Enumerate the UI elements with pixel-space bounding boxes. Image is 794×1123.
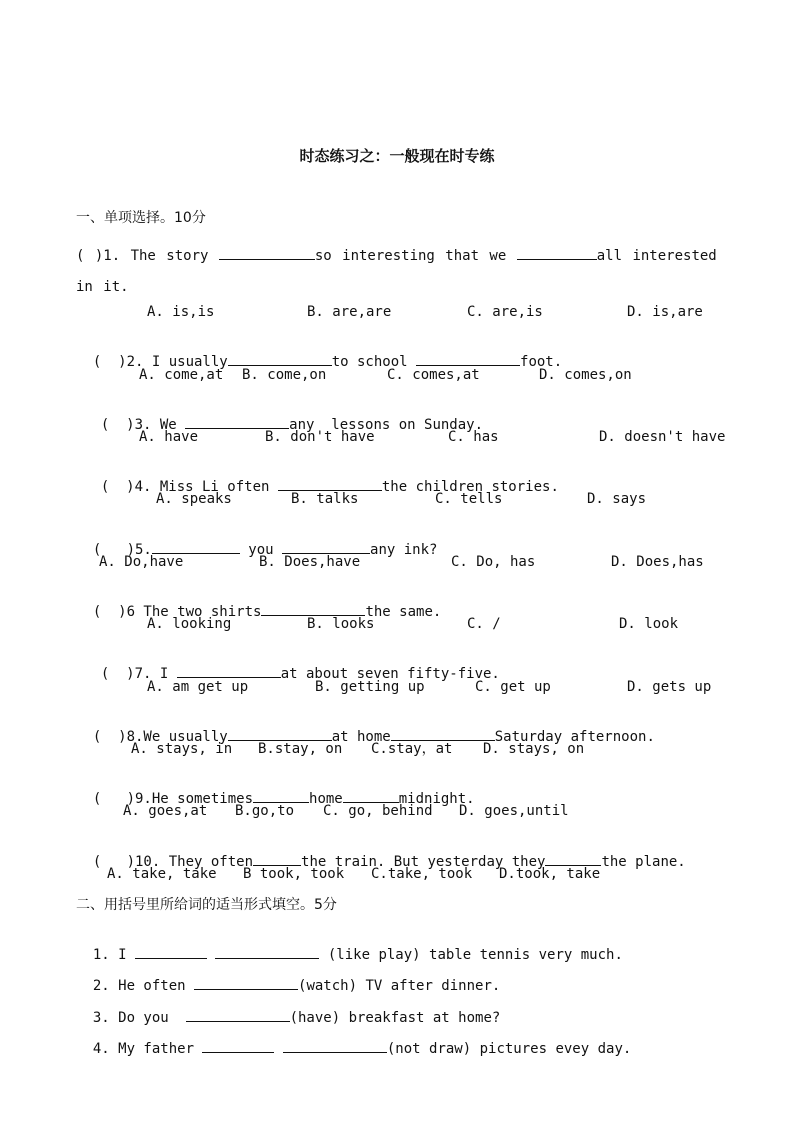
option-d[interactable]: D. is,are xyxy=(627,304,703,320)
question-text: ( )9.He sometimes xyxy=(92,791,254,807)
option-a[interactable]: A. is,is xyxy=(147,304,215,320)
answer-blank[interactable] xyxy=(253,852,301,866)
option-a[interactable]: A. speaks xyxy=(156,491,232,507)
item-text: 4. My father xyxy=(92,1041,203,1057)
option-b[interactable]: B. don't have xyxy=(265,429,375,445)
answer-blank[interactable] xyxy=(283,1039,387,1053)
section-2-heading: 二、用括号里所给词的适当形式填空。5分 xyxy=(76,897,337,913)
item-text: (like play) table tennis very much. xyxy=(319,947,623,963)
item-text: 3. Do you xyxy=(92,1010,186,1026)
option-c[interactable]: C. has xyxy=(448,429,499,445)
option-a[interactable]: A. looking xyxy=(147,616,232,632)
option-c[interactable]: C. / xyxy=(467,616,501,632)
item-text: 1. I xyxy=(92,947,136,963)
question-1 xyxy=(76,241,721,303)
answer-blank[interactable] xyxy=(219,246,315,260)
option-d[interactable]: D. look xyxy=(619,616,679,632)
option-c[interactable]: C.stay，at xyxy=(371,741,453,757)
option-a[interactable]: A. come,at xyxy=(139,367,224,383)
option-a[interactable]: A. goes,at xyxy=(123,803,208,819)
question-text: ( )3. We xyxy=(100,417,186,433)
question-text: the plane. xyxy=(601,854,686,870)
option-c[interactable]: C. comes,at xyxy=(387,367,480,383)
option-b[interactable]: B took, took xyxy=(243,866,345,882)
answer-blank[interactable] xyxy=(343,789,399,803)
answer-blank[interactable] xyxy=(517,246,597,260)
question-text: ( )7. I xyxy=(100,666,177,682)
answer-blank[interactable] xyxy=(177,664,281,678)
question-text: Saturday afternoon. xyxy=(494,729,655,745)
answer-blank[interactable] xyxy=(416,352,520,366)
option-c[interactable]: C. get up xyxy=(475,679,551,695)
option-d[interactable]: D. doesn't have xyxy=(599,429,726,445)
answer-blank[interactable] xyxy=(202,1039,274,1053)
option-c[interactable]: C.take, took xyxy=(371,866,473,882)
question-6 xyxy=(76,584,441,621)
question-text: home xyxy=(309,791,343,807)
option-d[interactable]: D. Does,has xyxy=(611,554,704,570)
option-b[interactable]: B.stay, on xyxy=(258,741,343,757)
item-text: (watch) TV after dinner. xyxy=(298,978,501,994)
question-text: the train. But yesterday they xyxy=(301,854,546,870)
question-text: ( )10. They often xyxy=(92,854,254,870)
item-text: 2. He often xyxy=(92,978,195,994)
question-text: any lessons on Sunday. xyxy=(289,417,484,433)
option-c[interactable]: C. are,is xyxy=(467,304,543,320)
page-title: 时态练习之：一般现在时专练 xyxy=(299,147,495,165)
option-c[interactable]: C. Do, has xyxy=(451,554,536,570)
question-text: at about seven fifty-five. xyxy=(280,666,500,682)
question-text: ( )4. Miss Li often xyxy=(100,479,278,495)
option-b[interactable]: B.go,to xyxy=(235,803,295,819)
option-b[interactable]: B. looks xyxy=(307,616,375,632)
question-text: the same. xyxy=(365,604,442,620)
option-b[interactable]: B. Does,have xyxy=(259,554,361,570)
question-text: the children stories. xyxy=(381,479,559,495)
answer-blank[interactable] xyxy=(152,540,240,554)
option-a[interactable]: A. Do,have xyxy=(99,554,184,570)
question-text: midnight. xyxy=(398,791,475,807)
option-a[interactable]: A. am get up xyxy=(147,679,249,695)
option-b[interactable]: B. are,are xyxy=(307,304,392,320)
item-text: (have) breakfast at home? xyxy=(289,1010,501,1026)
question-text: foot. xyxy=(520,354,563,370)
answer-blank[interactable] xyxy=(545,852,601,866)
option-c[interactable]: C. go, behind xyxy=(323,803,433,819)
question-text: ( )5. xyxy=(92,542,152,558)
fill-item-4 xyxy=(76,1021,631,1058)
question-text: you xyxy=(239,542,283,558)
answer-blank[interactable] xyxy=(194,976,298,990)
question-text: to school xyxy=(331,354,417,370)
item-text: (not draw) pictures evey day. xyxy=(386,1041,632,1057)
option-a[interactable]: A. stays, in xyxy=(131,741,233,757)
answer-blank[interactable] xyxy=(391,727,495,741)
option-b[interactable]: B. come,on xyxy=(242,367,327,383)
option-b[interactable]: B. talks xyxy=(291,491,359,507)
question-text: ( )1. The story xyxy=(76,248,219,264)
answer-blank[interactable] xyxy=(215,945,319,959)
answer-blank[interactable] xyxy=(282,540,370,554)
option-d[interactable]: D. goes,until xyxy=(459,803,569,819)
option-a[interactable]: A. have xyxy=(139,429,199,445)
answer-blank[interactable] xyxy=(186,1008,290,1022)
answer-blank[interactable] xyxy=(228,727,332,741)
question-text: all interested in it. xyxy=(76,248,717,295)
question-text: ( )6 The two shirts xyxy=(92,604,262,620)
answer-blank[interactable] xyxy=(261,602,365,616)
answer-blank[interactable] xyxy=(228,352,332,366)
answer-blank[interactable] xyxy=(253,789,309,803)
option-d[interactable]: D. gets up xyxy=(627,679,712,695)
option-d[interactable]: D.took, take xyxy=(499,866,601,882)
option-c[interactable]: C. tells xyxy=(435,491,503,507)
question-text: any ink? xyxy=(370,542,438,558)
option-a[interactable]: A. take, take xyxy=(107,866,217,882)
section-1-heading: 一、单项选择。10分 xyxy=(76,210,206,226)
answer-blank[interactable] xyxy=(135,945,207,959)
option-b[interactable]: B. getting up xyxy=(315,679,425,695)
answer-blank[interactable] xyxy=(278,477,382,491)
question-text: ( )2. I usually xyxy=(92,354,228,370)
question-text: so interesting that we xyxy=(314,248,517,264)
option-d[interactable]: D. stays, on xyxy=(483,741,585,757)
option-d[interactable]: D. says xyxy=(587,491,647,507)
question-text: ( )8.We usually xyxy=(92,729,228,745)
option-d[interactable]: D. comes,on xyxy=(539,367,632,383)
answer-blank[interactable] xyxy=(185,415,289,429)
question-text: at home xyxy=(331,729,391,745)
